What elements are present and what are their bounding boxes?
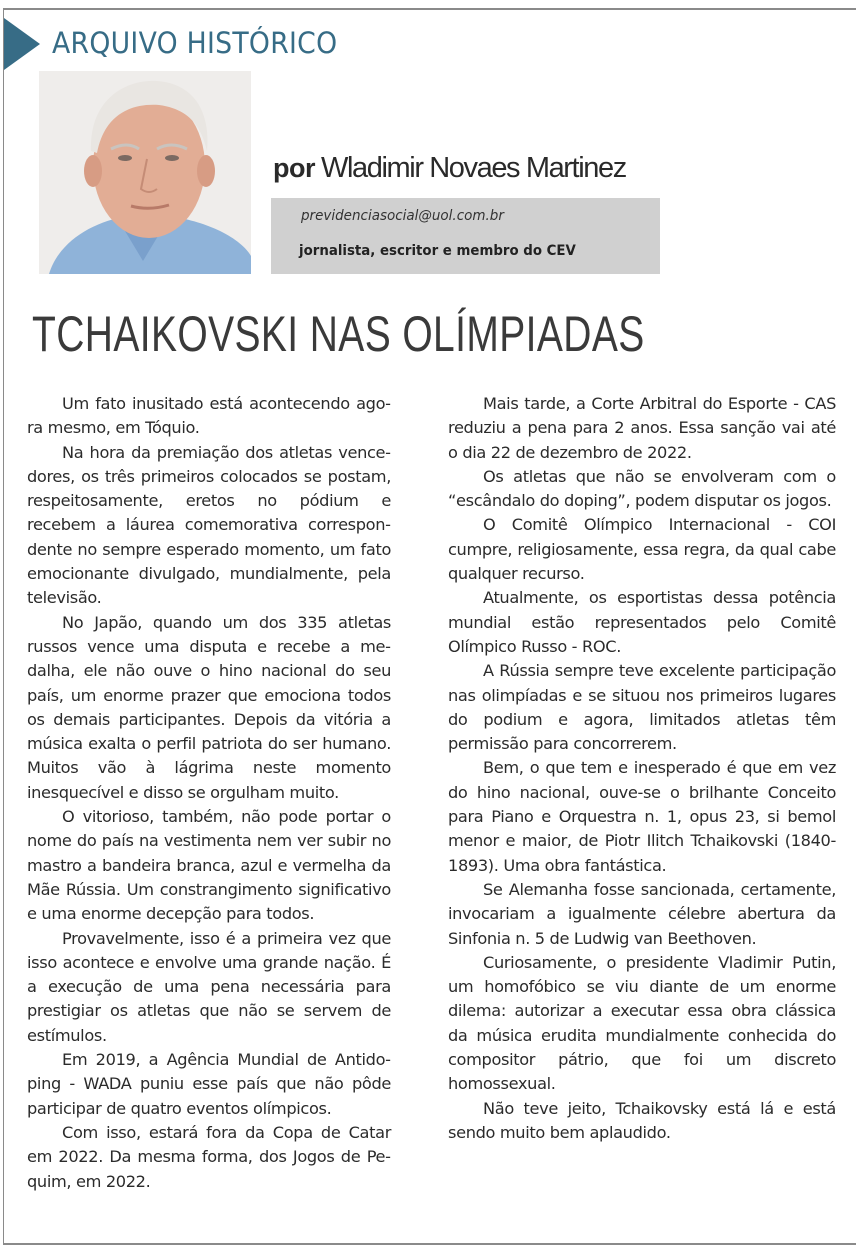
paragraph: O Comitê Olímpico Internacional - COI cumpre, religiosamente, essa regra, da qual cabe qualquer recurso. [448,515,836,584]
paragraph: Curiosamente, o presidente Vladimir Putin, um homofóbico se viu diante de um enorme dilema: autorizar a executar essa obra clássica da música erudita mundialmente conhecida do compositor pátrio, que foi um discreto homossexual. [448,952,836,1094]
paragraph: Provavelmente, isso é a primeira vez que isso acontece e envolve uma grande nação. É a execução de uma pena necessária para prestigiar os atletas que não se servem de estímulos. [27,928,391,1045]
paragraph: Atualmente, os esportistas dessa potência mundial estão representados pelo Comitê Olímpico Russo - ROC. [448,588,836,656]
paragraph: Não teve jeito, Tchaikovsky está lá e está sendo muito bem aplaudido. [448,1098,836,1142]
paragraph: Um fato inusitado está acontecendo agora mesmo, em Tóquio. [27,394,391,438]
paragraph: O vitorioso, também, não pode portar o nome do país na vestimenta nem ver subir no mastro a bandeira branca, azul e vermelha da Mãe Rússia. Um constrangimento significativo e uma enorme decepção para todos. [27,807,391,924]
article-column-left [27,392,391,1194]
paragraph: Na hora da premiação dos atletas vencedores, os três primeiros colocados se postam, respeitosamente, eretos no pódium e recebem a láurea comemorativa correspondente no sempre esperado momento, um fato emocionante divulgado, mundialmente, pela televisão. [27,442,391,608]
paragraph: Em 2019, a Agência Mundial de Antidoping - WADA puniu esse país que não pôde participar de quatro eventos olímpicos. [27,1050,391,1118]
section-title: ARQUIVO HISTÓRICO [52,26,338,60]
author-byline [273,152,626,185]
paragraph: Bem, o que tem e inesperado é que em vez do hino nacional, ouve-se o brilhante Conceito para Piano e Orquestra n. 1, opus 23, si bemol menor e maior, de Piotr Ilitch Tchaikovski (1840-1893). Uma obra fantástica. [448,758,836,875]
article-column-right [448,392,836,1145]
article-headline: TCHAIKOVSKI NAS OLÍMPIADAS [32,306,645,362]
paragraph: A Rússia sempre teve excelente participação nas olimpíadas e se situou nos primeiros lugares do podium e agora, limitados atletas têm permissão para concorrerem. [448,661,836,754]
author-email[interactable]: previdenciasocial@uol.com.br [301,208,504,224]
paragraph: No Japão, quando um dos 335 atletas russos vence uma disputa e recebe a medalha, ele não ouve o hino nacional do seu país, um enorme prazer que emociona todos os demais participantes. Depois da vitória a música exalta o perfil patriota do ser humano. Muitos vão à lágrima neste momento inesquecível e disso se orgulham muito. [27,612,391,802]
author-name: Wladimir Novaes Martinez [321,152,626,184]
paragraph: Com isso, estará fora da Copa de Catar em 2022. Da mesma forma, dos Jogos de Pequim, em 2022. [27,1122,391,1191]
author-photo [39,71,251,274]
byline-prefix: por [273,153,315,183]
paragraph: Se Alemanha fosse sancionada, certamente, invocariam a igualmente célebre abertura da Sinfonia n. 5 de Ludwig van Beethoven. [448,879,836,948]
paragraph: Mais tarde, a Corte Arbitral do Esporte - CAS reduziu a pena para 2 anos. Essa sanção vai até o dia 22 de dezembro de 2022. [448,394,836,462]
author-role: jornalista, escritor e membro do CEV [299,243,576,259]
author-info-box [271,198,660,274]
section-arrow-icon [4,18,40,70]
paragraph: Os atletas que não se envolveram com o “escândalo do doping”, podem disputar os jogos. [448,466,836,511]
